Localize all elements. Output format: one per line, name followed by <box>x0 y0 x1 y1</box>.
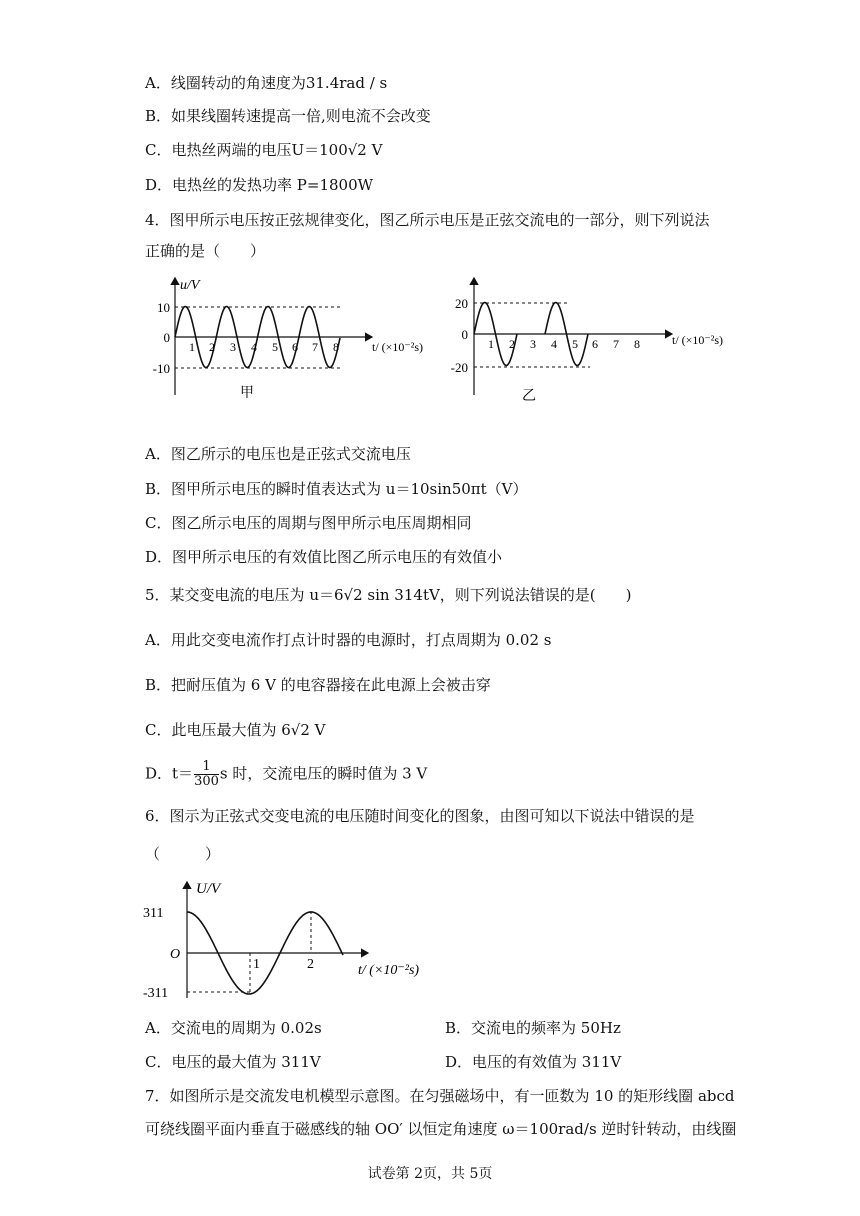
jia-xtick-4: 4 <box>251 340 257 354</box>
figure-yi <box>440 270 740 405</box>
yi-xtick-2: 2 <box>509 337 515 351</box>
jia-xtick-7: 7 <box>312 340 318 354</box>
q5-option-d <box>145 760 427 789</box>
q6-ylabel: U/V <box>196 881 221 897</box>
yi-xtick-5: 5 <box>572 337 578 351</box>
q5-fraction-numerator: 1 <box>194 760 219 775</box>
yi-xtick-8: 8 <box>634 337 640 351</box>
q4-option-a: A．图乙所示的电压也是正弦式交流电压 <box>145 445 411 463</box>
q6-option-c: C．电压的最大值为 311V <box>145 1053 321 1071</box>
q3-option-a: A．线圈转动的角速度为31.4rad / s <box>145 74 388 92</box>
q5-fraction-denominator: 300 <box>194 774 219 789</box>
jia-xtick-1: 1 <box>189 340 195 354</box>
q6-ymax: 311 <box>143 906 164 921</box>
yi-yzero: 0 <box>461 327 468 342</box>
jia-xtick-8: 8 <box>333 340 339 354</box>
q6-stem-line1: 6．图示为正弦式交变电流的电压随时间变化的图象，由图可知以下说法中错误的是 <box>145 807 695 825</box>
jia-xlabel: t/ (×10⁻²s) <box>372 340 424 354</box>
jia-xtick-2: 2 <box>209 340 215 354</box>
q6-option-b: B．交流电的频率为 50Hz <box>445 1019 621 1037</box>
q4-stem-line1: 4．图甲所示电压按正弦规律变化，图乙所示电压是正弦交流电的一部分，则下列说法 <box>145 211 710 229</box>
q4-stem-line2: 正确的是（ ） <box>145 242 266 260</box>
jia-yzero: 0 <box>163 330 170 345</box>
yi-xtick-3: 3 <box>530 337 536 351</box>
q5-option-c: C．此电压最大值为 6√2 V <box>145 721 326 739</box>
q6-xlabel: t/ (×10⁻²s) <box>358 963 420 978</box>
page-footer: 试卷第 2页，共 5页 <box>367 1166 493 1182</box>
yi-ymin: -20 <box>450 360 468 375</box>
yi-xlabel: t/ (×10⁻²s) <box>672 333 724 347</box>
q4-option-d: D．图甲所示电压的有效值比图乙所示电压的有效值小 <box>145 548 503 566</box>
q4-option-c: C．图乙所示电压的周期与图甲所示电压周期相同 <box>145 514 472 532</box>
q3-option-d: D．电热丝的发热功率 P=1800W <box>145 176 374 194</box>
q4-option-b: B．图甲所示电压的瞬时值表达式为 u＝10sin50πt（V） <box>145 480 528 498</box>
q5-option-d-suffix: s 时，交流电压的瞬时值为 3 V <box>219 764 428 783</box>
jia-ymin: -10 <box>152 361 170 376</box>
yi-ymax: 20 <box>455 296 468 311</box>
q6-stem-line2: （ ） <box>145 845 221 863</box>
yi-caption: 乙 <box>522 389 536 404</box>
figure-q6 <box>140 876 450 1006</box>
q6-xtick-2: 2 <box>307 957 314 972</box>
yi-xtick-7: 7 <box>613 337 619 351</box>
jia-ylabel: u/V <box>180 278 200 293</box>
figure-jia <box>140 270 440 405</box>
jia-xtick-5: 5 <box>272 340 278 354</box>
q5-option-d-prefix: D．t＝ <box>145 764 194 783</box>
q7-line2: 可绕线圈平面内垂直于磁感线的轴 OO′ 以恒定角速度 ω＝100rad/s 逆时针转动，由线圈 <box>145 1120 737 1138</box>
jia-ymax: 10 <box>157 300 170 315</box>
q3-option-b: B．如果线圈转速提高一倍,则电流不会改变 <box>145 107 431 125</box>
jia-xtick-6: 6 <box>292 340 298 354</box>
q6-xtick-1: 1 <box>253 957 260 972</box>
jia-caption: 甲 <box>240 386 254 401</box>
q5-option-a: A．用此交变电流作打点计时器的电源时，打点周期为 0.02 s <box>145 631 552 649</box>
q5-option-b: B．把耐压值为 6 V 的电容器接在此电源上会被击穿 <box>145 676 491 694</box>
yi-xtick-1: 1 <box>488 337 494 351</box>
q6-origin: O <box>170 947 181 962</box>
q7-line1: 7．如图所示是交流发电机模型示意图。在匀强磁场中，有一匝数为 10 的矩形线圈 abcd <box>145 1087 735 1105</box>
yi-xtick-6: 6 <box>592 337 598 351</box>
jia-xtick-3: 3 <box>230 340 236 354</box>
q6-ymin: -311 <box>143 986 169 1001</box>
q6-option-a: A．交流电的周期为 0.02s <box>145 1019 322 1037</box>
q3-option-c: C．电热丝两端的电压U＝100√2 V <box>145 141 383 159</box>
q6-option-d: D．电压的有效值为 311V <box>445 1053 622 1071</box>
q5-fraction <box>194 760 219 789</box>
yi-xtick-4: 4 <box>551 337 557 351</box>
q5-stem: 5．某交变电流的电压为 u＝6√2 sin 314tV，则下列说法错误的是( ) <box>145 586 632 604</box>
